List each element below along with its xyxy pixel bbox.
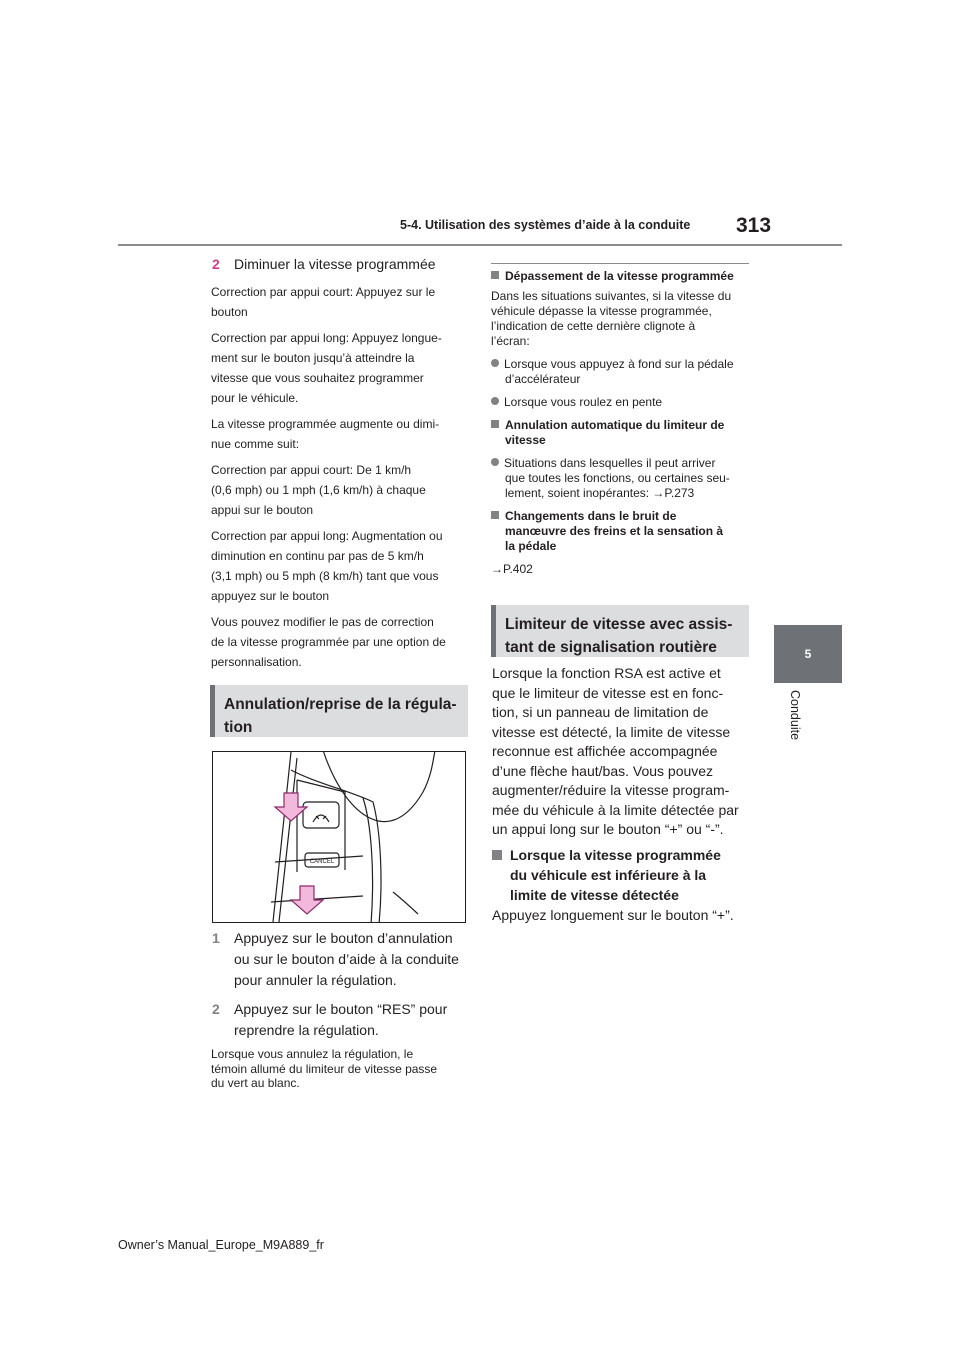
- line: tion, si un panneau de limitation de: [492, 704, 709, 720]
- arrow-pointer-assist-icon: [275, 793, 307, 821]
- square-bullet-icon: [492, 850, 502, 860]
- steering-switch-illustration: [212, 751, 466, 923]
- line: un appui long sur le bouton “+” ou “-”.: [492, 821, 724, 837]
- lower-curve: [393, 892, 418, 914]
- line: Appuyez sur le bouton “RES” pour: [234, 1001, 448, 1017]
- wheel-inner-edge-2: [363, 798, 373, 923]
- line: limite de vitesse détectée: [510, 887, 679, 903]
- line: d’une flèche haut/bas. Vous pouvez: [492, 762, 714, 779]
- page-number: 313: [736, 214, 772, 237]
- paragraph: [211, 460, 469, 520]
- chapter-label: [790, 690, 804, 760]
- section-box-annulation: [210, 685, 468, 737]
- line: du véhicule est inférieure à la: [510, 867, 707, 883]
- steering-wheel-rim: [323, 752, 435, 822]
- line: manœuvre des freins et la sensation à: [505, 524, 724, 538]
- line: l’écran:: [491, 334, 530, 348]
- cancel-button-label: CANCEL: [309, 859, 335, 865]
- paragraph: [211, 612, 469, 672]
- paragraph: [491, 289, 753, 349]
- step-number: 2: [212, 256, 220, 272]
- line: vitesse: [505, 433, 546, 447]
- rsa-final-instruction: Appuyez longuement sur le bouton “+”.: [492, 907, 734, 923]
- line: appuyez sur le bouton: [211, 589, 330, 603]
- line: Situations dans lesquelles il peut arriver: [504, 456, 716, 470]
- line: pour annuler la régulation.: [234, 972, 397, 988]
- line: témoin allumé du limiteur de vitesse passe: [211, 1061, 438, 1076]
- line: du vert au blanc.: [211, 1076, 300, 1090]
- step-label: Diminuer la vitesse programmée: [234, 256, 436, 272]
- left-paragraphs: [211, 282, 469, 672]
- line: que le limiteur de vitesse est en fonc-: [492, 684, 724, 701]
- line: bouton: [211, 305, 248, 319]
- step-1: [212, 928, 472, 991]
- line: Correction par appui long: Augmentation ou: [211, 529, 443, 543]
- section-title: [496, 605, 749, 659]
- step-number: 2: [212, 1001, 220, 1017]
- line[interactable]: lement, soient inopérantes: →P.273: [505, 486, 695, 500]
- footer-manual-id: Owner’s Manual_Europe_M9A889_fr: [118, 1238, 324, 1252]
- line: Correction par appui court: Appuyez sur le: [211, 285, 436, 299]
- line: pour le véhicule.: [211, 391, 299, 405]
- line: Appuyez sur le bouton d’annulation: [234, 930, 453, 946]
- line: vitesse que vous souhaitez programmer: [211, 371, 424, 385]
- section-header-title: 5-4. Utilisation des systèmes d’aide à la conduite: [400, 218, 691, 232]
- line: Lorsque vous roulez en pente: [504, 395, 663, 409]
- line: Changements dans le bruit de: [505, 509, 677, 523]
- line: personnalisation.: [211, 655, 302, 669]
- square-bullet-icon: [491, 511, 499, 519]
- line: Annulation automatique du limiteur de: [505, 418, 725, 432]
- line: nue comme suit:: [211, 437, 300, 451]
- section-box-rsa: [491, 605, 749, 657]
- line: reprendre la régulation.: [234, 1022, 379, 1038]
- bullet: [491, 357, 753, 387]
- arrow-pointer-cancel-icon: [291, 886, 323, 914]
- line: ment sur le bouton jusqu’à atteindre la: [211, 351, 415, 365]
- line: ou sur le bouton d’aide à la conduite: [234, 951, 459, 967]
- line: augmenter/réduire la vitesse program-: [492, 782, 730, 798]
- line: Lorsque vous annulez la régulation, le: [211, 1047, 414, 1061]
- square-bullet-icon: [491, 420, 499, 428]
- line: Lorsque la fonction RSA est active et: [492, 665, 721, 681]
- line: Annulation/reprise de la régula-: [224, 696, 457, 713]
- step-2: [212, 999, 472, 1041]
- bullet: [491, 395, 753, 410]
- line: La vitesse programmée augmente ou dimi-: [211, 417, 440, 431]
- assist-icon: [313, 815, 329, 822]
- subheading: [491, 418, 753, 448]
- chapter-tab[interactable]: 5: [774, 625, 842, 683]
- line: Correction par appui court: De 1 km/h: [211, 463, 412, 477]
- step-2-heading: [212, 254, 436, 275]
- line: tion: [224, 719, 253, 736]
- illustration-svg: [213, 752, 466, 923]
- round-bullet-icon: [491, 397, 499, 405]
- line: appui sur le bouton: [211, 503, 314, 517]
- line: d’accélérateur: [505, 372, 581, 386]
- note: [211, 1047, 471, 1091]
- subheading: [491, 269, 753, 284]
- right-top-rule: [491, 263, 749, 264]
- line: la pédale: [505, 539, 557, 553]
- line: reconnue est affichée accompagnée: [492, 743, 718, 759]
- line: Dans les situations suivantes, si la vitesse du: [491, 289, 732, 303]
- section-title: [215, 685, 468, 739]
- step-number: 1: [212, 930, 220, 946]
- rsa-subheading: [492, 845, 754, 905]
- rsa-body: [492, 664, 754, 840]
- round-bullet-icon: [491, 458, 499, 466]
- line: vitesse est détecté, la limite de vitesse: [492, 723, 731, 740]
- line: véhicule dépasse la vitesse programmée,: [491, 304, 712, 318]
- paragraph: [211, 282, 469, 322]
- round-bullet-icon: [491, 359, 499, 367]
- subheading-text: Dépassement de la vitesse programmée: [505, 269, 734, 283]
- line: Correction par appui long: Appuyez longue-: [211, 331, 442, 345]
- line: Vous pouvez modifier le pas de correction: [211, 615, 434, 629]
- paragraph: [211, 328, 469, 408]
- line: mée du véhicule à la limite détectée par: [492, 801, 739, 818]
- line: de la vitesse programmée par une option de: [211, 635, 446, 649]
- paragraph: [211, 526, 469, 606]
- square-bullet-icon: [491, 271, 499, 279]
- line: l’indication de cette dernière clignote à: [491, 319, 696, 333]
- line: (3,1 mph) ou 5 mph (8 km/h) tant que vous: [211, 569, 439, 583]
- line: tant de signalisation routière: [505, 639, 717, 656]
- line: Limiteur de vitesse avec assis-: [505, 616, 733, 633]
- subheading: [491, 509, 753, 554]
- bullet: [491, 456, 753, 501]
- right-notes: [491, 269, 753, 577]
- header-rule: [118, 244, 842, 246]
- line: Lorsque vous appuyez à fond sur la pédale: [504, 357, 734, 371]
- page-reference-link[interactable]: →P.402: [491, 562, 533, 576]
- line: Lorsque la vitesse programmée: [510, 847, 721, 863]
- line: que toutes les fonctions, ou certaines seu-: [505, 471, 730, 485]
- chapter-label-text: Conduite: [788, 690, 802, 741]
- line: diminution en continu par pas de 5 km/h: [211, 549, 424, 563]
- line: (0,6 mph) ou 1 mph (1,6 km/h) à chaque: [211, 483, 426, 497]
- paragraph: [211, 414, 469, 454]
